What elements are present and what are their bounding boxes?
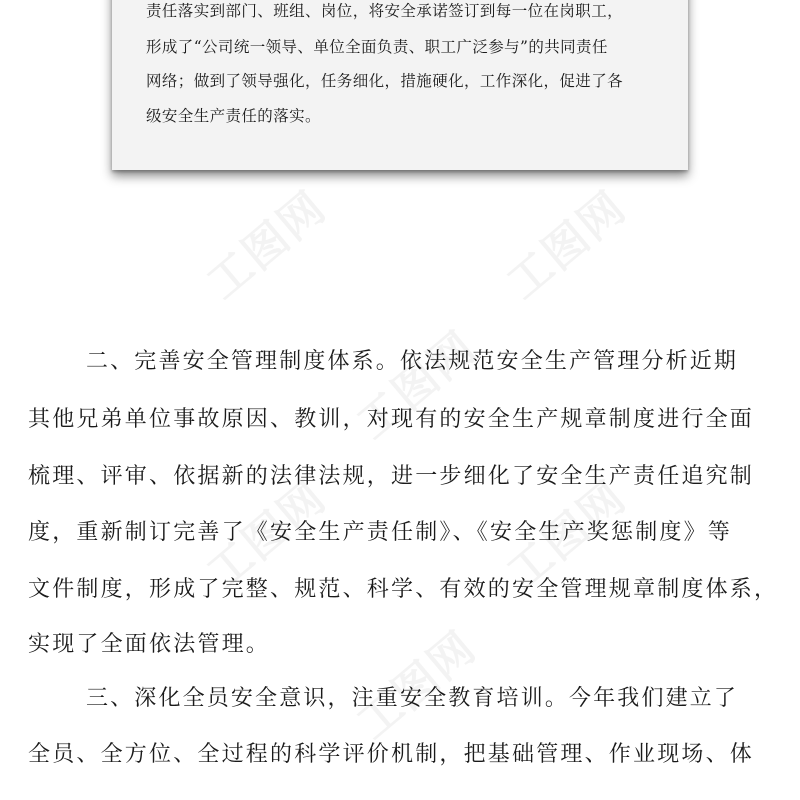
paragraph-line: 三、深化全员安全意识，注重安全教育培训。今年我们建立了 (86, 686, 739, 711)
paragraph-line: 其他兄弟单位事故原因、教训，对现有的安全生产规章制度进行全面 (28, 407, 755, 432)
watermark: 工图网 (347, 621, 487, 750)
watermark: 工图网 (497, 181, 637, 310)
watermark: 工图网 (197, 471, 337, 600)
panel-text-line: 级安全生产责任的落实。 (146, 107, 321, 125)
paragraph-line: 文件制度，形成了完整、规范、科学、有效的安全管理规章制度体系， (28, 577, 779, 602)
watermark: 工图网 (347, 321, 487, 450)
panel-text-line: 责任落实到部门、班组、岗位，将安全承诺签订到每一位在岗职工， (146, 2, 624, 20)
paragraph-line: 梳理、评审、依据新的法律法规，进一步细化了安全生产责任追究制 (28, 464, 755, 489)
paragraph-line: 二、完善安全管理制度体系。依法规范安全生产管理分析近期 (86, 349, 739, 374)
paragraph-line: 全员、全方位、全过程的科学评价机制，把基础管理、作业现场、体 (28, 742, 755, 767)
watermark: 工图网 (497, 471, 637, 600)
watermark: 工图网 (197, 181, 337, 310)
paragraph-line: 度，重新制订完善了《安全生产责任制》、《安全生产奖惩制度》等 (28, 520, 733, 545)
panel-text-line: 形成了“公司统一领导、单位全面负责、职工广泛参与”的共同责任 (146, 38, 608, 56)
paragraph-line: 实现了全面依法管理。 (28, 632, 271, 657)
panel-text-line: 网络；做到了领导强化，任务细化，措施硬化，工作深化，促进了各 (146, 72, 624, 90)
